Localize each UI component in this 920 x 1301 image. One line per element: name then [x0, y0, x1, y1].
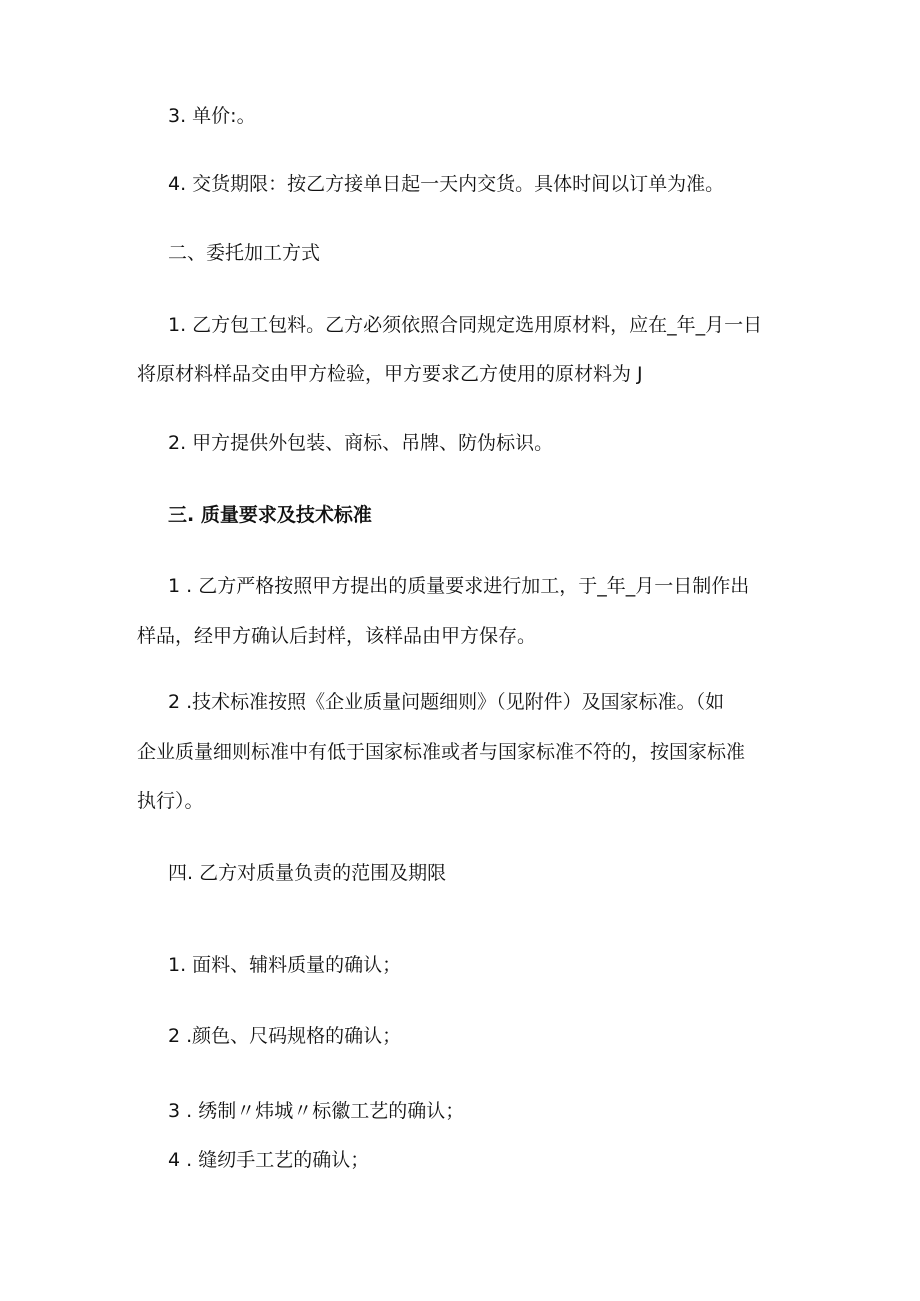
item-packaging: 2. 甲方提供外包装、商标、吊牌、防伪标识。 [168, 432, 554, 454]
item-sewing-confirmation: 4 . 缝纫手工艺的确认； [168, 1149, 370, 1171]
item-embroidery-confirmation: 3 . 绣制〃炜城〃标徽工艺的确认； [168, 1100, 465, 1122]
item-unit-price: 3. 单价:。 [168, 105, 256, 127]
section-heading-processing-method: 二、委托加工方式 [168, 242, 321, 264]
item-technical-line-3: 执行）。 [137, 790, 204, 812]
item-quality-line-2: 样品，经甲方确认后封样，该样品由甲方保存。 [137, 625, 537, 647]
item-materials-line-2: 将原材料样品交由甲方检验，甲方要求乙方使用的原材料为 J [137, 363, 643, 385]
section-heading-quality-standards: 三. 质量要求及技术标准 [168, 504, 372, 526]
item-delivery-term: 4. 交货期限：按乙方接单日起一天内交货。具体时间以订单为准。 [168, 173, 725, 195]
item-quality-line-1: 1 . 乙方严格按照甲方提出的质量要求进行加工，于_年_月一日制作出 [168, 575, 750, 597]
item-technical-line-2: 企业质量细则标准中有低于国家标准或者与国家标准不符的，按国家标准 [137, 741, 746, 763]
item-technical-line-1: 2 .技术标准按照《企业质量问题细则》（见附件）及国家标准。（如 [168, 691, 725, 713]
section-heading-quality-scope: 四. 乙方对质量负责的范围及期限 [168, 862, 447, 884]
item-fabric-confirmation: 1. 面料、辅料质量的确认； [168, 954, 402, 976]
item-color-size-confirmation: 2 .颜色、尺码规格的确认； [168, 1025, 402, 1047]
item-materials-line-1: 1. 乙方包工包料。乙方必须依照合同规定选用原材料，应在_年_月一日 [168, 314, 763, 336]
